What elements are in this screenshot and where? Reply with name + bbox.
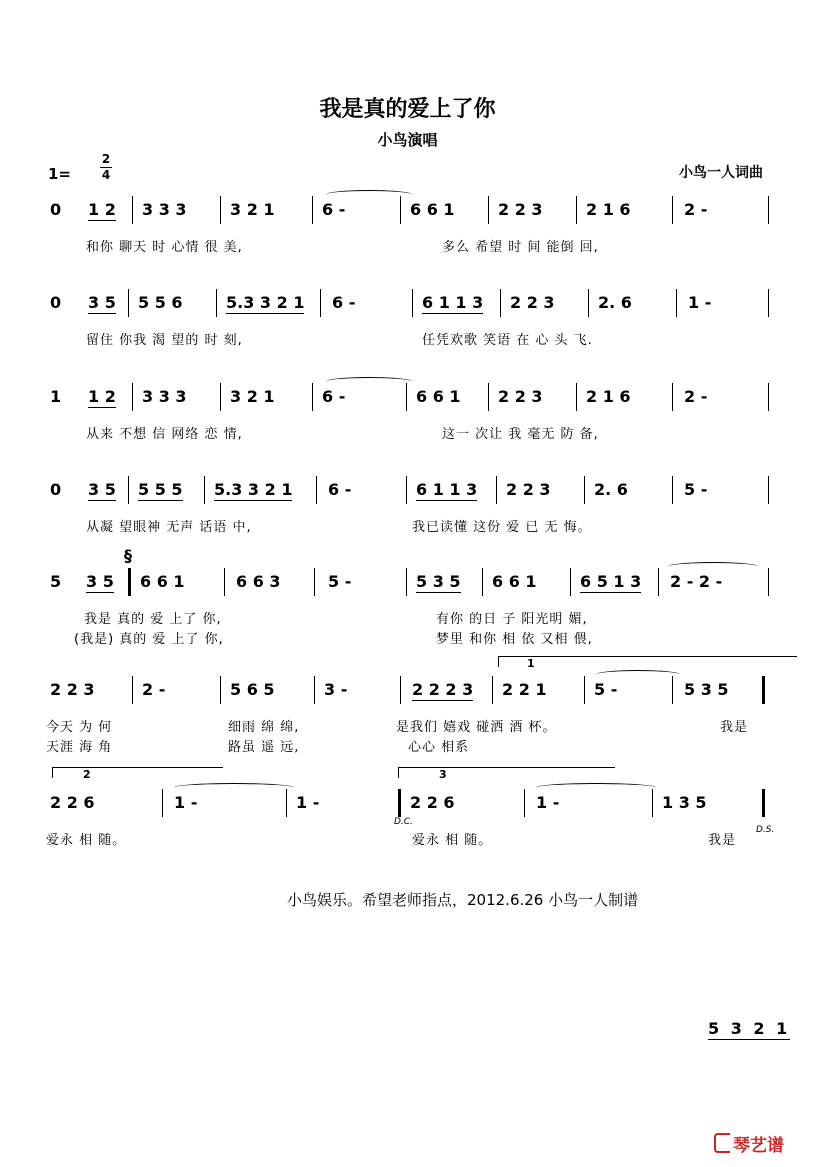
measure-note: 2 - 2 -: [670, 572, 723, 591]
measure-note: 2 2 1: [502, 680, 547, 699]
measure-note: 1 2: [88, 387, 116, 406]
lyric-line: 留住 你我 渴 望的 时 刻,: [86, 333, 243, 348]
measure-note: 5.3 3 2 1: [226, 293, 305, 312]
lyric-line: 路虽 遥 远,: [228, 740, 300, 755]
measure-note: 2 1 6: [586, 387, 631, 406]
measure-note: 2 1 6: [586, 200, 631, 219]
lyric-line: 从来 不想 信 网络 恋 情,: [86, 427, 243, 442]
time-signature: [100, 153, 112, 182]
measure-note: 1: [50, 387, 62, 406]
segno-sign: §: [124, 546, 132, 565]
song-title: 我是真的爱上了你: [319, 96, 496, 122]
measure-note: 3 2 1: [230, 387, 275, 406]
key-signature: 1=: [48, 165, 72, 183]
measure-note: 6 6 1: [140, 572, 185, 591]
lyric-line: 有你 的日 子 阳光明 媚,: [436, 612, 588, 627]
volta-bracket: 2: [52, 767, 223, 778]
measure-note: 3 5: [86, 572, 114, 591]
measure-note: 6 1 1 3: [422, 293, 484, 312]
measure-note: 3 5: [88, 480, 116, 499]
measure-note: 6 6 1: [416, 387, 461, 406]
logo-mark-icon: [714, 1133, 730, 1153]
measure-note: 6 5 1 3: [580, 572, 642, 591]
measure-note: 6 6 1: [410, 200, 455, 219]
measure-note: 2 2 3: [510, 293, 555, 312]
measure-note: 5 5 5: [138, 480, 183, 499]
measure-note: 3 5: [88, 293, 116, 312]
measure-note: 5 -: [328, 572, 352, 591]
measure-note: 2 -: [684, 200, 708, 219]
lyric-line: 今天 为 何: [46, 720, 113, 735]
measure-note: 1 -: [536, 793, 560, 812]
logo-text: 琴艺谱: [733, 1136, 784, 1156]
measure-note: 6 -: [328, 480, 352, 499]
time-signature-bottom: 4: [101, 168, 111, 182]
measure-note: 5 -: [684, 480, 708, 499]
lyric-line: 我是: [720, 720, 749, 735]
lyric-line: 多么 希望 时 间 能倒 回,: [442, 240, 599, 255]
measure-note: 3 -: [324, 680, 348, 699]
measure-note: 3 3 3: [142, 200, 187, 219]
measure-note: 2 2 2 3: [412, 680, 474, 699]
measure-note: 2 2 3: [498, 200, 543, 219]
lyric-line: 心心 相系: [408, 740, 470, 755]
measure-note: 2 2 6: [410, 793, 455, 812]
measure-note: 2. 6: [594, 480, 628, 499]
measure-note: 2 2 3: [50, 680, 95, 699]
measure-note: 3 3 3: [142, 387, 187, 406]
measure-note: 5 3 5: [684, 680, 729, 699]
measure-note: 2 -: [142, 680, 166, 699]
lyric-line: 从凝 望眼神 无声 话语 中,: [86, 520, 252, 535]
volta-bracket: 3: [398, 767, 615, 778]
measure-note: 5 3 5: [416, 572, 461, 591]
lyric-line: 这一 次让 我 毫无 防 备,: [442, 427, 599, 442]
measure-note: 1 3 5: [662, 793, 707, 812]
lyric-line: (我是) 真的 爱 上了 你,: [74, 632, 224, 647]
lyric-line: 爱永 相 随。: [412, 833, 493, 848]
lyric-line: 和你 聊天 时 心情 很 美,: [86, 240, 243, 255]
lyric-line: 我是 真的 爱 上了 你,: [84, 612, 222, 627]
measure-note: 2. 6: [598, 293, 632, 312]
measure-note: 1 2: [88, 200, 116, 219]
measure-note: 0: [50, 480, 62, 499]
site-logo: [714, 1131, 784, 1156]
dal-segno-sign: D.S.: [756, 825, 775, 835]
measure-note: 6 1 1 3: [416, 480, 478, 499]
lyric-line: 梦里 和你 相 依 又相 偎,: [436, 632, 593, 647]
measure-note: 6 -: [332, 293, 356, 312]
measure-note: 2 2 6: [50, 793, 95, 812]
measure-note: 5 5 6: [138, 293, 183, 312]
lyric-line: 是我们 嬉戏 碰洒 酒 杯。: [396, 720, 557, 735]
measure-note: 5.3 3 2 1: [214, 480, 293, 499]
measure-note: 5: [50, 572, 62, 591]
da-capo-sign: D.C.: [394, 817, 413, 827]
lyric-line: 细雨 绵 绵,: [228, 720, 300, 735]
lyric-line: 任凭欢歌 笑语 在 心 头 飞.: [422, 333, 593, 348]
lyric-line: 爱永 相 随。: [46, 833, 127, 848]
measure-note: 0: [50, 293, 62, 312]
composer-credit: 小鸟一人词曲: [679, 165, 763, 181]
score-footer: 小鸟娱乐。希望老师指点，2012.6.26 小鸟一人制谱: [287, 891, 639, 909]
measure-note: 2 2 3: [506, 480, 551, 499]
volta-bracket: 1: [498, 656, 797, 667]
measure-note: 6 6 1: [492, 572, 537, 591]
singer-credit: 小鸟演唱: [377, 131, 438, 149]
measure-note: 1 -: [296, 793, 320, 812]
measure-note: 2 2 3: [498, 387, 543, 406]
measure-note: 1 -: [688, 293, 712, 312]
lyric-line: 天涯 海 角: [46, 740, 113, 755]
measure-note: 6 -: [322, 200, 346, 219]
measure-note: 0: [50, 200, 62, 219]
measure-note: 1 -: [174, 793, 198, 812]
lyric-line: 我是: [708, 833, 737, 848]
measure-note: 5 6 5: [230, 680, 275, 699]
ending-notes: 5 3 2 1: [708, 1019, 791, 1038]
measure-note: 3 2 1: [230, 200, 275, 219]
time-signature-top: 2: [101, 152, 111, 166]
measure-note: 5 -: [594, 680, 618, 699]
measure-note: 6 -: [322, 387, 346, 406]
measure-note: 2 -: [684, 387, 708, 406]
measure-note: 6 6 3: [236, 572, 281, 591]
lyric-line: 我已读懂 这份 爱 已 无 悔。: [412, 520, 592, 535]
